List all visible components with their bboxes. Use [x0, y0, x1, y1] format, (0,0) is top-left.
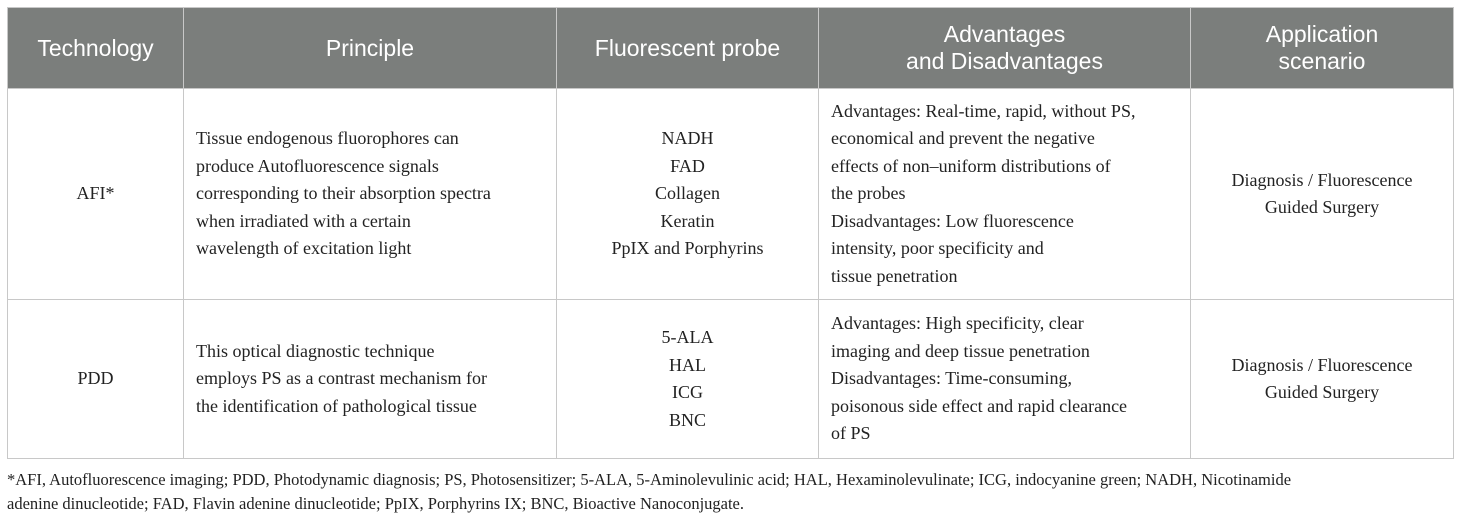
- text-line: Tissue endogenous fluorophores can: [196, 128, 459, 149]
- header-principle: Principle: [184, 8, 557, 89]
- text-line: Diagnosis / Fluorescence: [1231, 169, 1413, 190]
- text-line: Advantages: High specificity, clear: [831, 313, 1084, 334]
- header-text-line: Advantages: [943, 21, 1066, 47]
- text-line: the identification of pathological tissue: [196, 395, 477, 416]
- header-app-line: [1197, 21, 1447, 75]
- text-line: Keratin: [660, 210, 715, 231]
- text-line: imaging and deep tissue penetration: [831, 340, 1090, 361]
- text-line: corresponding to their absorption spectra: [196, 183, 491, 204]
- text-line: poisonous side effect and rapid clearance: [831, 395, 1128, 416]
- text-line: Disadvantages: Low fluorescence: [831, 210, 1074, 231]
- text-line: when irradiated with a certain: [196, 210, 411, 231]
- header-row: [8, 8, 1454, 89]
- cell-probes: [557, 89, 819, 300]
- text-line: NADH: [661, 128, 714, 149]
- table-row: [8, 300, 1454, 459]
- table-footnote: [7, 468, 1455, 516]
- text-line: 5-ALA: [661, 327, 714, 347]
- text-line: Collagen: [655, 183, 720, 204]
- header-adv-line: [825, 21, 1184, 75]
- text-line: effects of non–uniform distributions of: [831, 155, 1111, 176]
- text-line: produce Autofluorescence signals: [196, 155, 439, 176]
- header-technology: Technology: [8, 8, 184, 89]
- text-line: employs PS as a contrast mechanism for: [196, 368, 487, 389]
- cell-application: [1191, 300, 1454, 459]
- header-text-line: and Disadvantages: [906, 48, 1103, 74]
- text-line: This optical diagnostic technique: [196, 340, 435, 361]
- header-advantages-disadvantages: [819, 8, 1191, 89]
- cell-principle: [184, 89, 557, 300]
- cell-technology: PDD: [8, 300, 184, 459]
- text-line: Disadvantages: Time-consuming,: [831, 368, 1072, 389]
- comparison-table: [7, 7, 1454, 459]
- text-line: of PS: [831, 423, 871, 444]
- cell-technology: AFI*: [8, 89, 184, 300]
- table-container: [7, 7, 1453, 459]
- text-line: PpIX and Porphyrins: [611, 238, 764, 259]
- table-row: [8, 89, 1454, 300]
- cell-application: [1191, 89, 1454, 300]
- text-line: ICG: [672, 382, 703, 402]
- text-line: FAD: [670, 155, 705, 176]
- cell-advantages: [819, 300, 1191, 459]
- text-line: BNC: [668, 409, 706, 430]
- header-text-line: scenario: [1278, 48, 1366, 74]
- text-line: HAL: [669, 354, 706, 375]
- text-line: Guided Surgery: [1264, 197, 1380, 217]
- header-text-line: Application: [1265, 21, 1379, 47]
- cell-advantages: [819, 89, 1191, 300]
- header-application-scenario: [1191, 8, 1454, 89]
- cell-principle: [184, 300, 557, 459]
- text-line: economical and prevent the negative: [831, 128, 1095, 149]
- text-line: wavelength of excitation light: [196, 238, 412, 259]
- cell-probes: [557, 300, 819, 459]
- header-fluorescent-probe: Fluorescent probe: [557, 8, 819, 89]
- text-line: Advantages: Real-time, rapid, without PS,: [831, 100, 1136, 121]
- text-line: adenine dinucleotide; FAD, Flavin adenine dinucleotide; PpIX, Porphyrins IX; BNC, Bioactive Nanoconjugate.: [7, 494, 745, 513]
- text-line: tissue penetration: [831, 265, 958, 286]
- text-line: Diagnosis / Fluorescence: [1231, 354, 1413, 375]
- text-line: intensity, poor specificity and: [831, 238, 1044, 259]
- text-line: the probes: [831, 183, 906, 204]
- text-line: *AFI, Autofluorescence imaging; PDD, Photodynamic diagnosis; PS, Photosensitizer; 5-ALA, 5-Aminolevulinic acid; HAL, Hexaminolevulinate; ICG, indocyanine green; NADH, Nicotinamide: [7, 470, 1292, 489]
- text-line: Guided Surgery: [1264, 382, 1380, 402]
